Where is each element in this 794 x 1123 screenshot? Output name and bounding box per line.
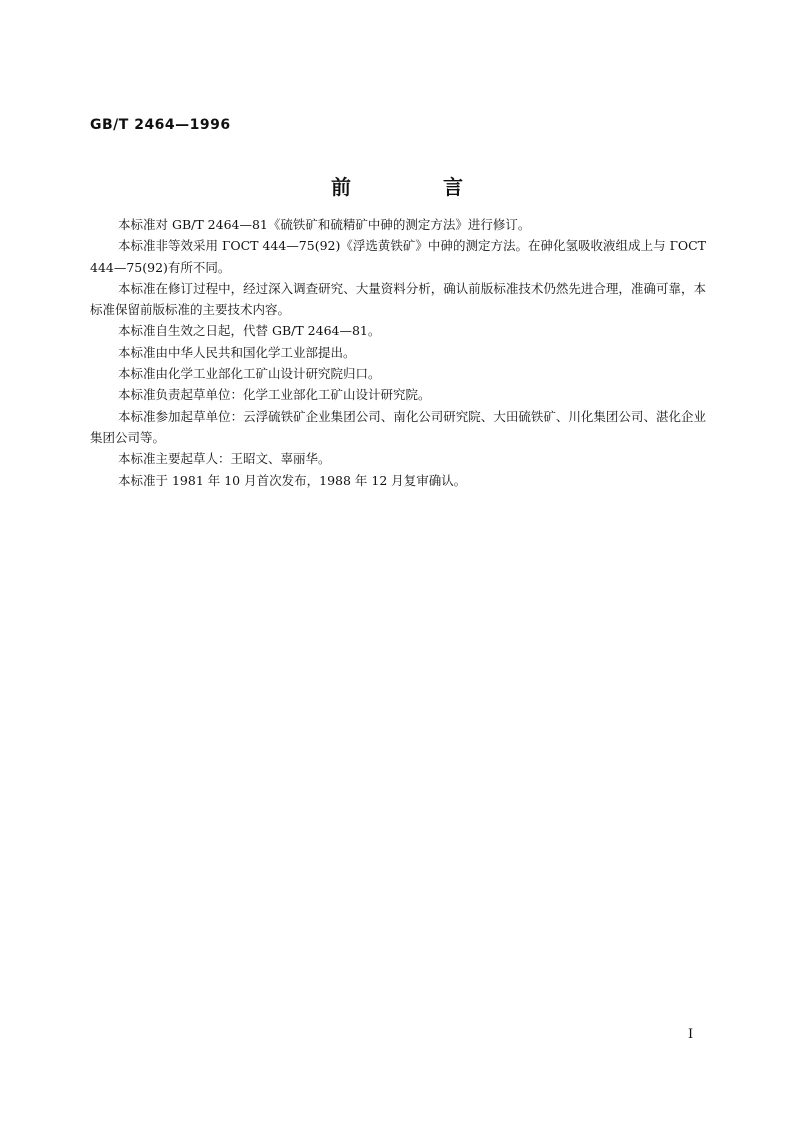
preface-paragraph: 本标准于 1981 年 10 月首次发布，1988 年 12 月复审确认。: [118, 472, 467, 488]
preface-paragraph: 本标准由中华人民共和国化学工业部提出。: [118, 344, 356, 360]
preface-paragraph: 本标准负责起草单位：化学工业部化工矿山设计研究院。: [118, 387, 431, 403]
page-number: I: [688, 1027, 694, 1042]
preface-paragraph: 本标准主要起草人：王昭文、辜丽华。: [118, 451, 331, 467]
preface-paragraph: 本标准在修订过程中，经过深入调查研究、大量资料分析，确认前版标准技术仍然先进合理，准确可靠，本标准保留前版标准的主要技术内容。: [90, 280, 706, 318]
preface-paragraph: 本标准非等效采用 ГОСТ 444—75(92)《浮选黄铁矿》中砷的测定方法。在砷化氢吸收液组成上与 ГОСТ 444—75(92)有所不同。: [90, 238, 706, 275]
page-title: 前 言: [331, 175, 499, 199]
preface-paragraph: 本标准自生效之日起，代替 GB/T 2464—81。: [118, 323, 381, 339]
preface-paragraph: 本标准由化学工业部化工矿山设计研究院归口。: [118, 366, 381, 382]
preface-paragraph: 本标准对 GB/T 2464—81《硫铁矿和硫精矿中砷的测定方法》进行修订。: [118, 217, 531, 232]
preface-body: [90, 214, 706, 491]
preface-paragraph: 本标准参加起草单位：云浮硫铁矿企业集团公司、南化公司研究院、大田硫铁矿、川化集团公司、湛化企业集团公司等。: [90, 408, 706, 445]
standard-code: GB/T 2464—1996: [90, 117, 231, 133]
